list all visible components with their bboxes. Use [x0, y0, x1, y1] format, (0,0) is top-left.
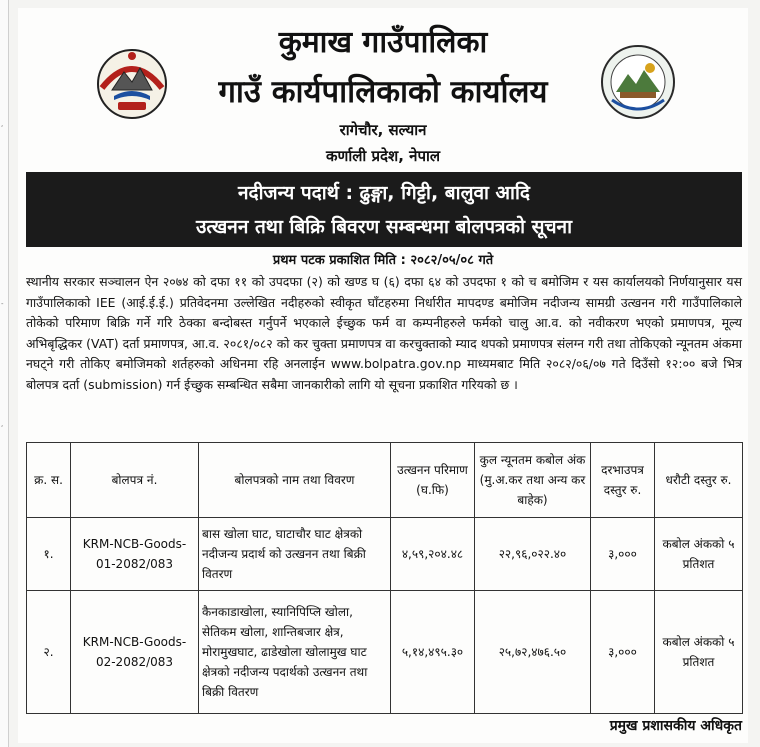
col-header-sn: क्र. स.: [27, 443, 71, 518]
cell-bid-no: KRM-NCB-Goods-01-2082/083: [71, 518, 199, 591]
cell-doc-fee: ३,०००: [591, 518, 655, 591]
cell-min-bid: २५,७२,४७६.५०: [475, 591, 591, 714]
cell-quantity: ४,५९,२०४.४८: [391, 518, 475, 591]
notice-body: स्थानीय सरकार सञ्चालन ऐन २०७४ को दफा ११ को उपदफा (२) को खण्ड घ (६) दफा ६४ को उपदफा १ को च बमोजिम र यस कार्यालयको निर्णयानुसार यस गाउँपालिकाको IEE (आई.ई.ई.) प्रतिवेदनमा उल्लेखित नदीहरुको स्वीकृत घाँटहरुमा निर्धारीत मापदण्ड बमोजिम नदीजन्य सामग्री उत्खनन गरी गाउँपालिकाले तोकेको परिमाण बिक्रि गर्ने गरि ठेक्का बन्दोबस्त गर्नुपर्ने भएकाले ईच्छुक फर्म वा कम्पनीहरुले फर्मको चालु आ.व. को नवीकरण भएको प्रमाणपत्र, मूल्य अभिबृद्धिकर (VAT) दर्ता प्रमाणपत्र, आ.व. २०८१/०८२ को कर चुक्ता प्रमाणपत्र वा करचुक्ताको म्याद थपको प्रमाणपत्र संलग्न गरी तथा तोकिएको न्यूनतम अंकमा नघट्ने गरी तोकिए बमोजिमको शर्तहरुको अधिनमा रहि अनलाईन www.bolpatra.gov.np माध्यमबाट मिति २०८२/०६/०७ गते दिउँसो १२:०० बजे भित्र बोलपत्र दर्ता (submission) गर्न ईच्छुक सम्बन्धित सबैमा जानकारीको लागि यो सूचना प्रकाशित गरियको छ ।: [26, 274, 742, 392]
office-address: रागेचौर, सल्यान: [339, 121, 427, 139]
table-row: [27, 518, 743, 591]
banner-line-2: उत्खनन तथा बिक्रि बिवरण सम्बन्धमा बोलपत्रको सूचना: [196, 216, 572, 238]
table-header-row: [27, 443, 743, 518]
bid-table: [26, 442, 743, 714]
public-notice: [18, 8, 748, 743]
notice-header: [18, 8, 748, 170]
col-header-bid-no: बोलपत्र नं.: [71, 443, 199, 518]
col-header-deposit: धरौटी दस्तुर रु.: [655, 443, 743, 518]
table-row: [27, 591, 743, 714]
province-country: कर्णाली प्रदेश, नेपाल: [325, 147, 441, 165]
banner-line-1: नदीजन्य पदार्थ : ढुङ्गा, गिट्टी, बालुवा आदि: [238, 182, 530, 204]
cell-deposit: कबोल अंकको ५ प्रतिशत: [655, 591, 743, 714]
cell-min-bid: २२,९६,०२२.४०: [475, 518, 591, 591]
col-header-min-bid: कुल न्यूनतम कबोल अंक (मु.अ.कर तथा अन्य कर बाहेक): [475, 443, 591, 518]
signatory-title: प्रमुख प्रशासकीय अधिकृत: [609, 718, 742, 734]
cell-bid-no: KRM-NCB-Goods-02-2082/083: [71, 591, 199, 714]
cell-description: बास खोला घाट, घाटाचौर घाट क्षेत्रको नदीजन्य प्रदार्थ को उत्खनन तथा बिक्री वितरण: [199, 518, 391, 591]
col-header-quantity: उत्खनन परिमाण (घ.फि): [391, 443, 475, 518]
col-header-description: बोलपत्रको नाम तथा विवरण: [199, 443, 391, 518]
office-name: गाउँ कार्यपालिकाको कार्यालय: [218, 74, 548, 110]
cell-deposit: कबोल अंकको ५ प्रतिशत: [655, 518, 743, 591]
cell-sn: १.: [27, 518, 71, 591]
publish-date: प्रथम पटक प्रकाशित मिति : २०८२/०५/०८ गते: [272, 253, 494, 268]
cell-sn: २.: [27, 591, 71, 714]
col-header-doc-fee: दरभाउपत्र दस्तुर रु.: [591, 443, 655, 518]
organization-name: कुमाख गाउँपालिका: [278, 25, 488, 60]
notice-title-banner: [26, 172, 742, 247]
cell-description: कैनकाडाखोला, स्यानिपिप्लि खोला, सेतिकम खोला, शान्तिबजार क्षेत्र, मोरामुखघाट, ढाडेखोला खोलामुख घाट क्षेत्रको नदीजन्य पदार्थको उत्खनन तथा बिक्री वितरण: [199, 591, 391, 714]
cell-doc-fee: ३,०००: [591, 591, 655, 714]
adjacent-page-edge: , - ,: [0, 0, 9, 747]
cell-quantity: ५,१४,४९५.३०: [391, 591, 475, 714]
